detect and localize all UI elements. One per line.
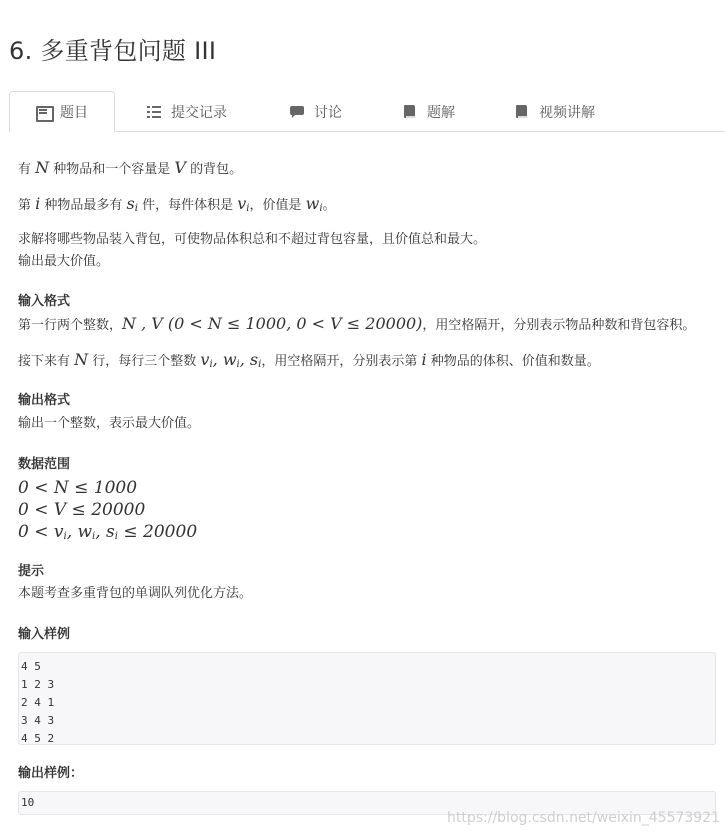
desc-line-3: 求解将哪些物品装入背包，可使物品体积总和不超过背包容量，且价值总和最大。 <box>18 232 487 247</box>
tab-label: 视频讲解 <box>539 104 595 121</box>
math-v-w-s: $v_i$, $w_i$, $s_i$ <box>200 350 262 370</box>
watermark: https://blog.csdn.net/weixin_45573921 <box>447 810 721 826</box>
math-s-i <box>127 194 138 213</box>
sample-output-heading: 输出样例： <box>18 766 84 781</box>
tab-problem[interactable] <box>9 91 115 133</box>
text: ，用空格隔开，分别表示物品种数和背包容积。 <box>422 318 696 333</box>
tab-label: 提交记录 <box>171 104 227 121</box>
text: 的背包。 <box>185 162 243 177</box>
book-icon <box>515 105 529 119</box>
text: 接下来有 <box>18 354 75 369</box>
math-i: i <box>421 350 427 369</box>
desc-line-1 <box>18 158 242 180</box>
comment-icon <box>290 105 304 119</box>
range-line-3: $0 < v_i$, $w_i$, $s_i \le 20000$ <box>18 522 198 542</box>
text: 第 <box>18 198 36 213</box>
sample-input-heading: 输入样例 <box>18 627 71 642</box>
text: 第一行两个整数， <box>18 318 123 333</box>
text: 0 < <box>18 522 54 542</box>
math-N: N <box>74 350 89 369</box>
input-format-line-1 <box>18 314 695 336</box>
tab-discussion[interactable] <box>290 91 342 132</box>
tab-bar <box>9 91 725 132</box>
math-i: i <box>35 194 41 213</box>
tab-video[interactable] <box>515 91 595 132</box>
subscript: i <box>134 203 138 214</box>
subscript: i <box>319 203 323 214</box>
text: 种物品最多有 <box>40 198 127 213</box>
tab-label: 讨论 <box>314 104 342 121</box>
text: 件，每件体积是 <box>137 198 238 213</box>
output-format-heading: 输出格式 <box>18 393 71 408</box>
tab-label: 题目 <box>60 105 88 121</box>
text: v <box>237 194 247 213</box>
text: 行，每行三个整数 <box>88 354 201 369</box>
tab-submissions[interactable] <box>147 91 227 132</box>
text: ，用空格隔开，分别表示第 <box>261 354 422 369</box>
text: ，价值是 <box>249 198 306 213</box>
output-format-line: 输出一个整数，表示最大价值。 <box>18 416 201 431</box>
hint-line: 本题考查多重背包的单调队列优化方法。 <box>18 586 253 601</box>
math-V: V <box>174 158 186 177</box>
desc-line-4: 输出最大价值。 <box>18 254 110 269</box>
math-N: N <box>35 158 50 177</box>
sample-input-code[interactable]: 4 5 1 2 3 2 4 1 3 4 3 4 5 2 <box>18 652 716 745</box>
tab-label: 题解 <box>427 104 455 121</box>
text: 种物品和一个容量是 <box>49 162 175 177</box>
text: s <box>126 194 135 213</box>
hint-heading: 提示 <box>18 564 45 579</box>
range-line-2: 0 < V ≤ 20000 <box>18 500 146 520</box>
text: w <box>305 194 320 213</box>
input-format-line-2 <box>18 350 600 375</box>
book-icon <box>403 105 417 119</box>
list-icon <box>36 105 50 119</box>
math-constraints: N , V (0 < N ≤ 1000, 0 < V ≤ 20000) <box>122 314 423 333</box>
text: 。 <box>322 198 336 213</box>
range-line-1: 0 < N ≤ 1000 <box>18 478 138 498</box>
text: 种物品的体积、价值和数量。 <box>426 354 600 369</box>
page-title: 6. 多重背包问题 III <box>9 37 217 65</box>
subscript: i <box>246 203 250 214</box>
math-v-i <box>237 194 249 213</box>
math-w-i <box>306 194 323 213</box>
text: ≤ 20000 <box>118 522 198 542</box>
tab-solutions[interactable] <box>403 91 455 132</box>
desc-line-2 <box>18 194 336 219</box>
bullets-icon <box>147 105 161 119</box>
sample-output-code[interactable]: 10 <box>18 791 716 815</box>
input-format-heading: 输入格式 <box>18 294 71 309</box>
text: 有 <box>18 162 36 177</box>
range-heading: 数据范围 <box>18 457 71 472</box>
